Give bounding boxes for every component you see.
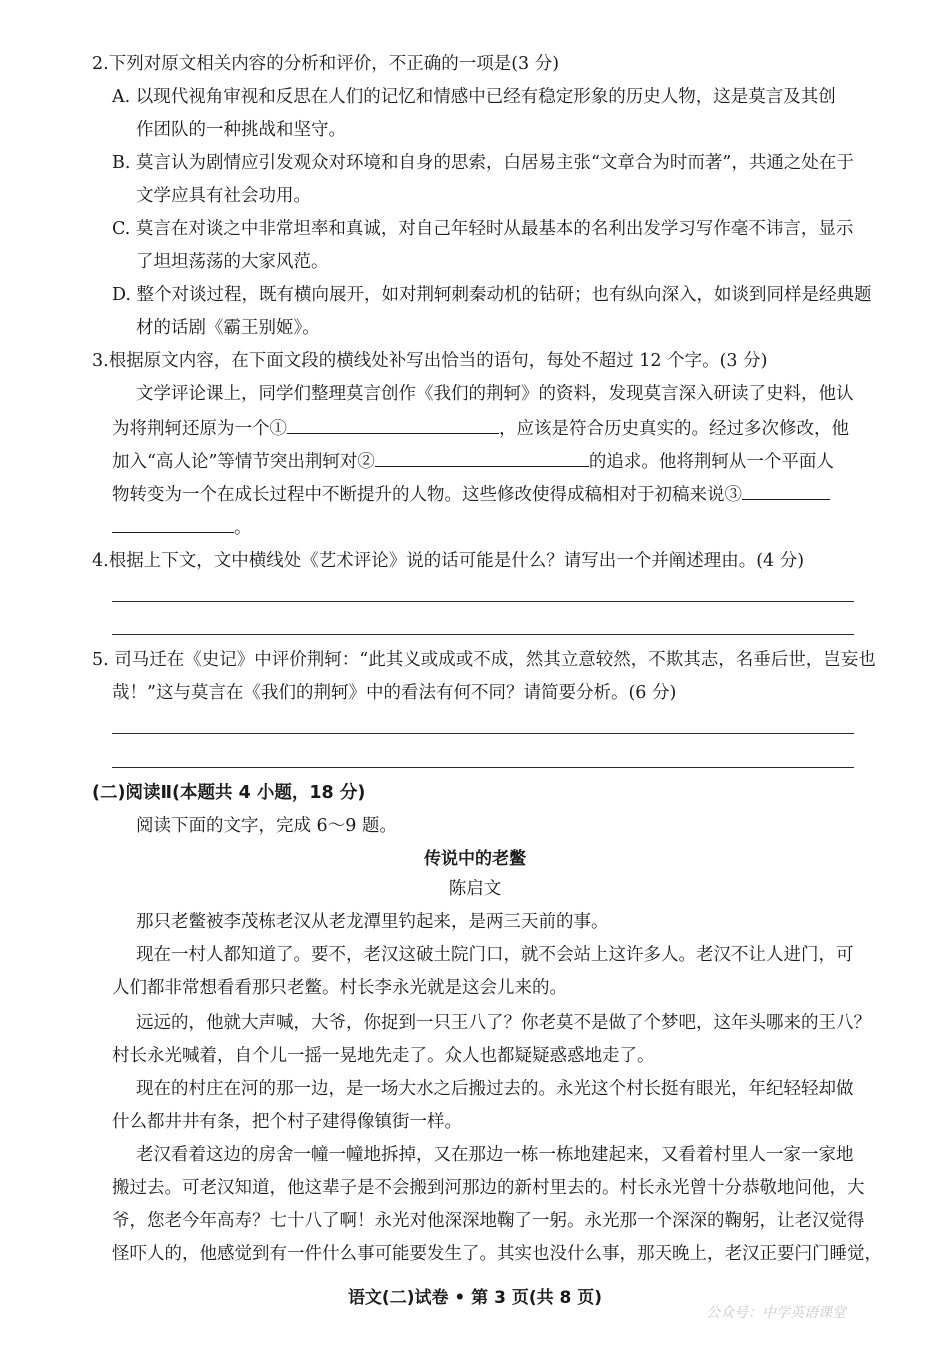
watermark: 公众号：中学英语课堂: [706, 1305, 846, 1321]
q5-answer-line-2[interactable]: [112, 767, 854, 768]
q3-blank-3a[interactable]: [742, 481, 830, 500]
story-author: 陈启文: [448, 879, 502, 899]
q3-text-2b: ，应该是符合历史真实的。经过多次修改，他: [499, 419, 849, 439]
q3-passage-line4: [112, 481, 830, 507]
q3-text-4a: 物转变为一个在成长过程中不断提升的人物。这些修改使得成稿相对于初稿来说③: [112, 485, 742, 505]
q3-passage-line3: [112, 448, 834, 474]
q3-text-5b: 。: [234, 518, 252, 538]
q2-option-a-line1: A. 以现代视角审视和反思在人们的记忆和情感中已经有稳定形象的历史人物，这是莫言及其创: [112, 87, 836, 107]
q5-stem-line1: 5. 司马迁在《史记》中评价荆轲：“此其义或成或不成，然其立意较然，不欺其志，名垂后世，岂妄也: [92, 650, 876, 670]
q5-answer-line-1[interactable]: [112, 733, 854, 734]
q3-blank-3b[interactable]: [112, 514, 234, 533]
story-paragraph-5-line2: 搬过去。可老汉知道，他这辈子是不会搬到河那边的新村里去的。村长永光曾十分恭敬地问他，大: [112, 1178, 865, 1198]
story-title: 传说中的老鳖: [424, 849, 526, 869]
q4-answer-line-1[interactable]: [112, 601, 854, 602]
section-heading: (二)阅读Ⅱ(本题共 4 小题，18 分): [92, 783, 366, 803]
q2-option-b-line1: B. 莫言认为剧情应引发观众对环境和自身的思索，白居易主张“文章合为时而著”，共通之处在于: [112, 153, 854, 173]
q3-text-3b: 的追求。他将荆轲从一个平面人: [588, 452, 834, 472]
q3-passage-line1: 文学评论课上，同学们整理莫言创作《我们的荆轲》的资料，发现莫言深入研读了史料，他认: [136, 384, 854, 404]
q2-option-d-line1: D. 整个对谈过程，既有横向展开，如对荆轲刺秦动机的钻研；也有纵向深入，如谈到同样是经典题: [112, 285, 872, 305]
q3-passage-line2: [112, 415, 849, 441]
q3-blank-1[interactable]: [287, 415, 499, 434]
q3-stem: 3.根据原文内容，在下面文段的横线处补写出恰当的语句，每处不超过 12 个字。(3 分): [92, 351, 768, 371]
q2-option-b-line2: 文学应具有社会功用。: [136, 186, 311, 206]
story-paragraph-3-line1: 远远的，他就大声喊，大爷，你捉到一只王八了？你老莫不是做了个梦吧，这年头哪来的王八？: [136, 1013, 871, 1033]
page-footer: 语文(二)试卷 • 第 3 页(共 8 页): [347, 1288, 603, 1308]
q2-option-c-line2: 了坦坦荡荡的大家风范。: [136, 252, 329, 272]
story-paragraph-3-line2: 村长永光喊着，自个儿一摇一晃地先走了。众人也都疑疑惑惑地走了。: [112, 1046, 655, 1066]
q2-stem: 2.下列对原文相关内容的分析和评价，不正确的一项是(3 分): [92, 54, 560, 74]
story-paragraph-4-line1: 现在的村庄在河的那一边，是一场大水之后搬过去的。永光这个村长挺有眼光，年纪轻轻却做: [136, 1079, 854, 1099]
section-instruction: 阅读下面的文字，完成 6～9 题。: [136, 816, 397, 836]
q5-stem-line2: 哉！”这与莫言在《我们的荆轲》中的看法有何不同？请简要分析。(6 分): [112, 683, 677, 703]
q3-passage-line5: [112, 514, 252, 540]
story-paragraph-5-line1: 老汉看着这边的房舍一幢一幢地拆掉，又在那边一栋一栋地建起来，又看着村里人一家一家地: [136, 1145, 854, 1165]
story-paragraph-4-line2: 什么都井井有条，把个村子建得像镇街一样。: [112, 1112, 462, 1132]
q3-text-2a: 为将荆轲还原为一个①: [112, 419, 287, 439]
story-paragraph-2-line1: 现在一村人都知道了。要不，老汉这破土院门口，就不会站上这许多人。老汉不让人进门，可: [136, 945, 854, 965]
q4-answer-line-2[interactable]: [112, 634, 854, 635]
story-paragraph-1: 那只老鳖被李茂栋老汉从老龙潭里钓起来，是两三天前的事。: [136, 912, 609, 932]
q2-option-d-line2: 材的话剧《霸王别姬》。: [136, 318, 320, 338]
q4-stem: 4.根据上下文，文中横线处《艺术评论》说的话可能是什么？请写出一个并阐述理由。(4 分): [92, 551, 805, 571]
q3-text-3a: 加入“高人论”等情节突出荆轲对②: [112, 452, 375, 472]
q2-option-a-line2: 作团队的一种挑战和坚守。: [136, 120, 346, 140]
q2-option-c-line1: C. 莫言在对谈之中非常坦率和真诚，对自己年轻时从最基本的名利出发学习写作毫不讳言，显示: [112, 219, 854, 239]
q3-blank-2[interactable]: [375, 448, 589, 467]
story-paragraph-5-line3: 爷，您老今年高寿？七十八了啊！永光对他深深地鞠了一躬。永光那一个深深的鞠躬，让老汉觉得: [112, 1211, 865, 1231]
story-paragraph-5-line4: 怪吓人的，他感觉到有一件什么事可能要发生了。其实也没什么事，那天晚上，老汉正要闩门睡觉，: [112, 1244, 882, 1264]
story-paragraph-2-line2: 人们都非常想看看那只老鳖。村长李永光就是这会儿来的。: [112, 978, 567, 998]
